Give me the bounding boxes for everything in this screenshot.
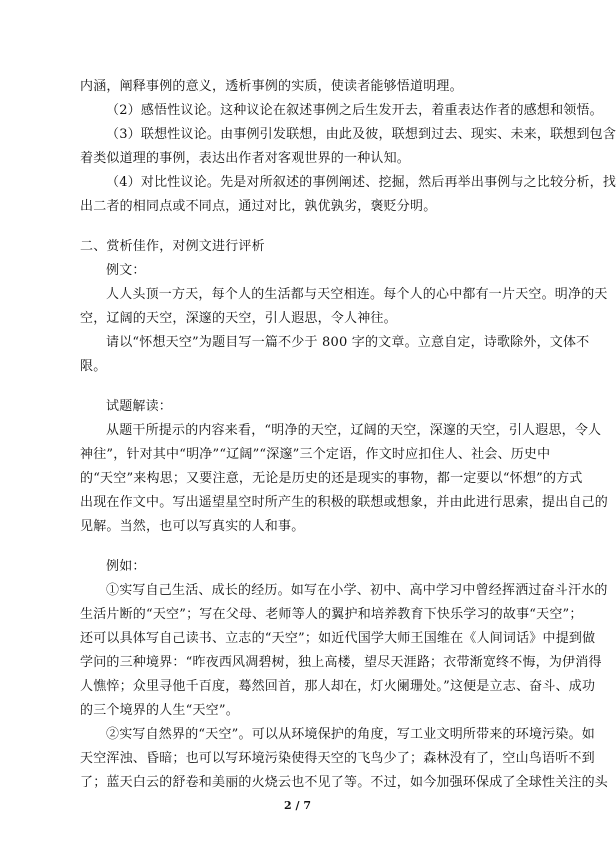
- paragraph-line: （4）对比性议论。先是对所叙述的事例阐述、挖掘，然后再举出事例与之比较分析，找: [106, 175, 616, 190]
- paragraph-line: 例文：: [106, 263, 146, 278]
- paragraph-line: 生活片断的“天空”；写在父母、老师等人的翼护和培养教育下快乐学习的故事“天空”；: [80, 607, 583, 622]
- section-heading: 二、赏析佳作，对例文进行评析: [80, 239, 265, 254]
- paragraph-line: 见解。当然，也可以写真实的人和事。: [80, 519, 305, 534]
- paragraph-line: （2）感悟性议论。这种议论在叙述事例之后生发开去，着重表达作者的感想和领悟。: [106, 103, 603, 118]
- paragraph-line: 着类似道理的事例，表达出作者对客观世界的一种认知。: [80, 151, 411, 166]
- page-number: 2 / 7: [284, 799, 311, 812]
- paragraph-line: 从题干所提示的内容来看，“明净的天空，辽阔的天空，深邃的天空，引人遐思，令人: [106, 423, 602, 438]
- paragraph-line: 还可以具体写自己读书、立志的“天空”；如近代国学大师王国维在《人间词话》中提到做: [80, 631, 596, 646]
- paragraph-line: 学问的三种境界：“昨夜西风凋碧树，独上高楼，望尽天涯路；衣带渐宽终不悔，为伊消得: [80, 655, 602, 670]
- paragraph-line: 的三个境界的人生“天空”。: [80, 703, 239, 718]
- paragraph-line: 人憔悴；众里寻他千百度，蓦然回首，那人却在，灯火阑珊处。”这便是立志、奋斗、成功: [80, 679, 596, 694]
- paragraph-line: 出二者的相同点或不同点，通过对比，孰优孰劣，褒贬分明。: [80, 199, 437, 214]
- paragraph-line: 神往”，针对其中“明净”“辽阔”“深邃”三个定语，作文时应扣住人、社会、历史中: [80, 447, 551, 462]
- paragraph-line: 请以“怀想天空”为题目写一篇不少于 800 字的文章。立意自定，诗歌除外，文体不: [106, 335, 590, 350]
- subheading: 试题解读：: [106, 399, 173, 414]
- paragraph-line: ①实写自己生活、成长的经历。如写在小学、初中、高中学习中曾经挥洒过奋斗汗水的: [106, 583, 608, 598]
- paragraph-line: ②实写自然界的“天空”。可以从环境保护的角度，写工业文明所带来的环境污染。如: [106, 727, 595, 742]
- paragraph-line: 了；蓝天白云的舒卷和美丽的火烧云也不见了等。不过，如今加强环保成了全球性关注的头: [80, 775, 609, 790]
- paragraph-line: 出现在作文中。写出遥望星空时所产生的积极的联想或想象，并由此进行思索，提出自己的: [80, 495, 609, 510]
- paragraph-line: 的“天空”来构思；又要注意，无论是历史的还是现实的事物，都一定要以“怀想”的方式: [80, 471, 583, 486]
- paragraph-line: 空，辽阔的天空，深邃的天空，引人遐思，令人神往。: [80, 311, 397, 326]
- subheading: 例如：: [106, 559, 146, 574]
- paragraph-line: 限。: [80, 359, 107, 374]
- paragraph-line: 人人头顶一方天，每个人的生活都与天空相连。每个人的心中都有一片天空。明净的天: [106, 287, 608, 302]
- paragraph-line: 内涵，阐释事例的意义，透析事例的实质，使读者能够悟道明理。: [80, 79, 463, 94]
- paragraph-line: 天空浑浊、昏暗；也可以写环境污染使得天空的飞鸟少了；森林没有了，空山鸟语听不到: [80, 751, 595, 766]
- paragraph-line: （3）联想性议论。由事例引发联想，由此及彼，联想到过去、现实、未来，联想到包含: [106, 127, 616, 142]
